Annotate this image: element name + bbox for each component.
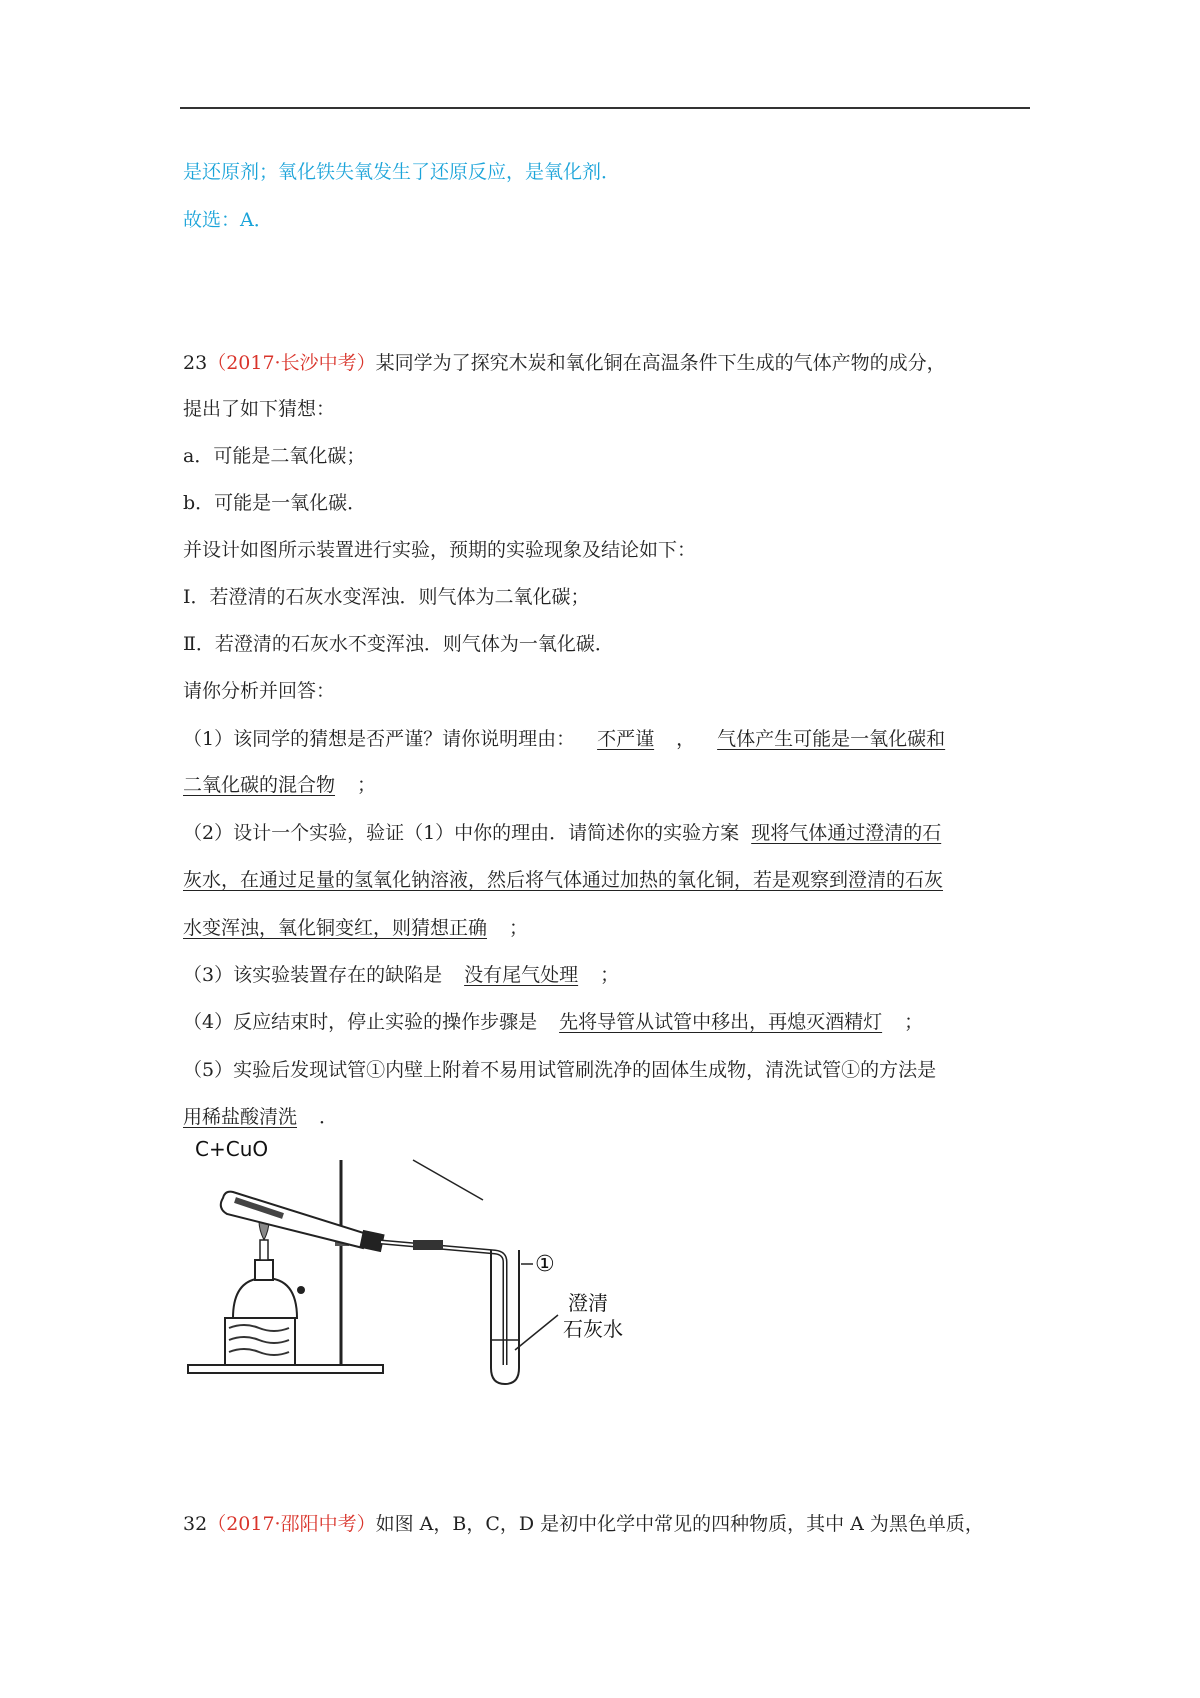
q23-part4-end: ； — [904, 1011, 924, 1033]
q23-conclusion-2: Ⅱ．若澄清的石灰水不变浑浊．则气体为一氧化碳． — [183, 633, 614, 655]
q23-conclusion-1: Ⅰ．若澄清的石灰水变浑浊．则气体为二氧化碳； — [183, 586, 590, 608]
q23-stem-line-1 — [183, 351, 946, 375]
q23-part1-answer-1: 不严谨 — [597, 728, 655, 750]
alcohol-lamp — [233, 1278, 297, 1318]
q23-part3 — [183, 963, 619, 987]
tube-marker-label: ① — [535, 1252, 555, 1277]
lamp-cap-knob — [297, 1286, 305, 1294]
q23-number: 23 — [183, 352, 208, 374]
q23-part5-line-2 — [183, 1105, 338, 1129]
q23-part4-prompt: （4）反应结束时，停止实验的操作步骤是 — [183, 1011, 538, 1033]
q23-stem-line-2: 提出了如下猜想： — [183, 398, 336, 420]
q23-part1-answer-2b: 二氧化碳的混合物 — [183, 774, 336, 796]
q23-part5-end: ． — [319, 1106, 339, 1128]
q23-design: 并设计如图所示装置进行实验，预期的实验现象及结论如下： — [183, 539, 697, 561]
lamp-wick — [260, 1240, 268, 1260]
tube-connector — [413, 1240, 443, 1250]
q23-source: （2017·长沙中考） — [207, 352, 376, 374]
reagent-pointer — [413, 1160, 483, 1200]
prev-answer-line-1: 是还原剂；氧化铁失氧发生了还原反应，是氧化剂． — [183, 161, 621, 183]
q23-part2-answer-a: 现将气体通过澄清的石 — [751, 822, 942, 844]
q23-part2-line-1 — [183, 821, 941, 845]
reagent-label: C+CuO — [195, 1140, 269, 1161]
q23-stem-text: 某同学为了探究木炭和氧化铜在高温条件下生成的气体产物的成分， — [375, 352, 946, 374]
delivery-tube — [381, 1242, 505, 1365]
header-rule — [180, 107, 1030, 109]
q32-stem-text: 如图 A，B，C，D 是初中化学中常见的四种物质，其中 A 为黑色单质， — [375, 1513, 984, 1535]
q23-part3-end: ； — [600, 964, 620, 986]
q23-part2-end: ； — [509, 917, 529, 939]
prev-answer-line-2: 故选：A． — [183, 209, 273, 231]
q23-part1-comma: ， — [676, 728, 696, 750]
q23-part2-prompt: （2）设计一个实验，验证（1）中你的理由．请简述你的实验方案 — [183, 822, 740, 844]
limewater-pointer — [515, 1315, 558, 1350]
limewater-label-1: 澄清 — [568, 1291, 608, 1315]
q23-part2-answer-c: 水变浑浊，氧化铜变红，则猜想正确 — [183, 917, 488, 939]
q32-number: 32 — [183, 1513, 208, 1535]
q23-part1-answer-2a: 气体产生可能是一氧化碳和 — [717, 728, 946, 750]
q23-part1-line-1 — [183, 727, 945, 751]
q23-part2-line-3 — [183, 916, 528, 940]
q23-part1-prompt: （1）该同学的猜想是否严谨？请你说明理由： — [183, 728, 576, 750]
q32-stem — [183, 1512, 984, 1536]
q23-part2-line-2 — [183, 868, 943, 892]
q23-part3-prompt: （3）该实验装置存在的缺陷是 — [183, 964, 443, 986]
stand-base — [188, 1365, 383, 1373]
q23-ask: 请你分析并回答： — [183, 680, 336, 702]
q23-part4-answer: 先将导管从试管中移出，再熄灭酒精灯 — [559, 1011, 883, 1033]
q23-part4 — [183, 1010, 923, 1034]
q32-source: （2017·邵阳中考） — [207, 1513, 376, 1535]
q23-part1-line-2 — [183, 773, 376, 797]
limewater-label-2: 石灰水 — [563, 1317, 623, 1341]
q23-part5-answer: 用稀盐酸清洗 — [183, 1106, 298, 1128]
q23-part5-line-1: （5）实验后发现试管①内壁上附着不易用试管刷洗净的固体生成物，清洗试管①的方法是 — [183, 1059, 937, 1081]
q23-guess-a: a．可能是二氧化碳； — [183, 445, 366, 467]
q23-guess-b: b．可能是一氧化碳． — [183, 492, 367, 514]
experiment-apparatus-figure — [183, 1140, 673, 1390]
lamp-neck — [255, 1260, 273, 1280]
q23-part3-answer: 没有尾气处理 — [464, 964, 579, 986]
q23-part1-end: ； — [357, 774, 377, 796]
q23-part2-answer-b: 灰水，在通过足量的氢氧化钠溶液，然后将气体通过加热的氧化铜，若是观察到澄清的石灰 — [183, 869, 944, 891]
